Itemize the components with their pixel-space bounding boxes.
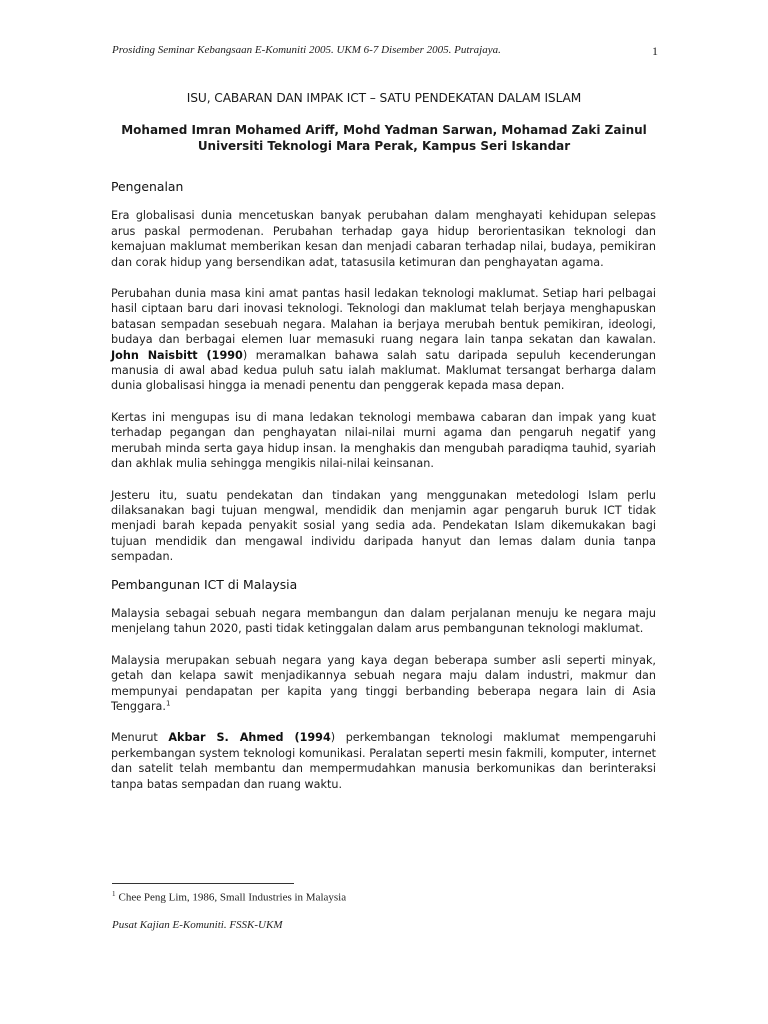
body-content — [111, 179, 656, 808]
paragraph-text: ) perkembangan teknologi maklumat mempengaruhi perkembangan system teknologi komunikasi. Peralatan seperti mesin fakmili, komputer, internet dan satelit telah membantu dan mempermudahkan manusia berkomunikas dan berinteraksi tanpa batas sempadan dan ruang waktu. — [111, 731, 656, 791]
body-paragraph — [111, 653, 656, 715]
running-header-text: Prosiding Seminar Kebangsaan E-Komuniti 2005. UKM 6-7 Disember 2005. Putrajaya. — [112, 44, 501, 56]
body-paragraph — [111, 606, 656, 637]
page-number: 1 — [652, 44, 658, 58]
section-heading: Pembangunan ICT di Malaysia — [111, 576, 298, 592]
paper-title: ISU, CABARAN DAN IMPAK ICT – SATU PENDEKATAN DALAM ISLAM — [186, 91, 582, 105]
section-heading: Pengenalan — [111, 179, 184, 194]
body-paragraph — [111, 488, 656, 565]
footnote — [112, 890, 346, 904]
author-names: Mohamed Imran Mohamed Ariff, Mohd Yadman Sarwan, Mohamad Zaki Zainul — [121, 123, 647, 137]
running-footer: Pusat Kajian E-Komuniti. FSSK-UKM — [112, 919, 283, 931]
running-header — [112, 44, 658, 56]
body-paragraph — [111, 410, 656, 472]
author-affiliation: Universiti Teknologi Mara Perak, Kampus Seri Iskandar — [197, 139, 571, 153]
footnote-reference: 1 — [165, 699, 171, 708]
paragraph-text: Kertas ini mengupas isu di mana ledakan teknologi membawa cabaran dan impak yang kuat terhadap pegangan dan penghayatan nilai-nilai murni agama dan pengaruh negatif yang merubah minda serta gaya hidup insan. Ia menghakis dan mengubah paradiqma tauhid, syariah dan akhlak mulia sehingga mengikis nilai-nilai keinsanan. — [111, 410, 656, 471]
author-block — [0, 122, 768, 154]
paragraph-text: ) meramalkan bahawa salah satu daripada sepuluh kecenderungan manusia di awal abad kedua puluh satu ialah maklumat. Maklumat tersangat berharga dalam dunia globalisasi hingga ia menadi penentu dan penggerak kepada masa depan. — [111, 348, 656, 393]
cited-author: John Naisbitt (1990 — [111, 348, 243, 362]
paragraph-text: Perubahan dunia masa kini amat pantas hasil ledakan teknologi maklumat. Setiap hari pelbagai hasil ciptaan baru dari inovasi teknologi. Teknologi dan maklumat telah berjaya menghapuskan batasan sempadan sesebuah negara. Malahan ia berjaya merubah bentuk pemikiran, ideologi, budaya dan berbagai elemen luar memasuki ruang negara lain tanpa sekatan dan kawalan. — [111, 287, 656, 347]
footnote-marker: 1 — [112, 890, 116, 898]
body-paragraph — [111, 730, 656, 792]
paragraph-text: Malaysia merupakan sebuah negara yang kaya degan beberapa sumber asli seperti minyak, getah dan kelapa sawit menjadikannya sebuah negara maju dalam industri, makmur dan mempunyai pendapatan per kapita yang tinggi berbanding beberapa negara lain di Asia Tenggara. — [111, 653, 656, 713]
body-paragraph — [111, 208, 656, 270]
paragraph-text: Malaysia sebagai sebuah negara membangun dan dalam perjalanan menuju ke negara maju menjelang tahun 2020, pasti tidak ketinggalan dalam arus pembangunan teknologi maklumat. — [111, 606, 656, 636]
paragraph-text: Era globalisasi dunia mencetuskan banyak perubahan dalam menghayati kehidupan selepas arus paskal permodenan. Perubahan terhadap gaya hidup berorientasikan teknologi dan kemajuan maklumat memberikan kesan dan menjadi cabaran terhadap nilai, budaya, pemikiran dan corak hidup yang bersendikan adat, tatasusila ketimuran dan penghayatan agama. — [111, 209, 656, 269]
footnote-divider — [112, 883, 294, 884]
body-paragraph — [111, 286, 656, 394]
footnote-text: Chee Peng Lim, 1986, Small Industries in Malaysia — [118, 891, 347, 904]
cited-author: Akbar S. Ahmed (1994 — [168, 731, 331, 745]
paragraph-text: Jesteru itu, suatu pendekatan dan tindakan yang menggunakan metedologi Islam perlu dilaksanakan bagi tujuan mengwal, mendidik dan menjamin agar pengaruh buruk ICT tidak menjadi barah kepada penyakit sosial yang sedia ada. Pendekatan Islam dikemukakan bagi tujuan mendidik dan mengawal individu daripada hanyut dan lemas dalam dunia tanpa sempadan. — [111, 488, 656, 564]
paragraph-text: Menurut — [111, 731, 169, 745]
